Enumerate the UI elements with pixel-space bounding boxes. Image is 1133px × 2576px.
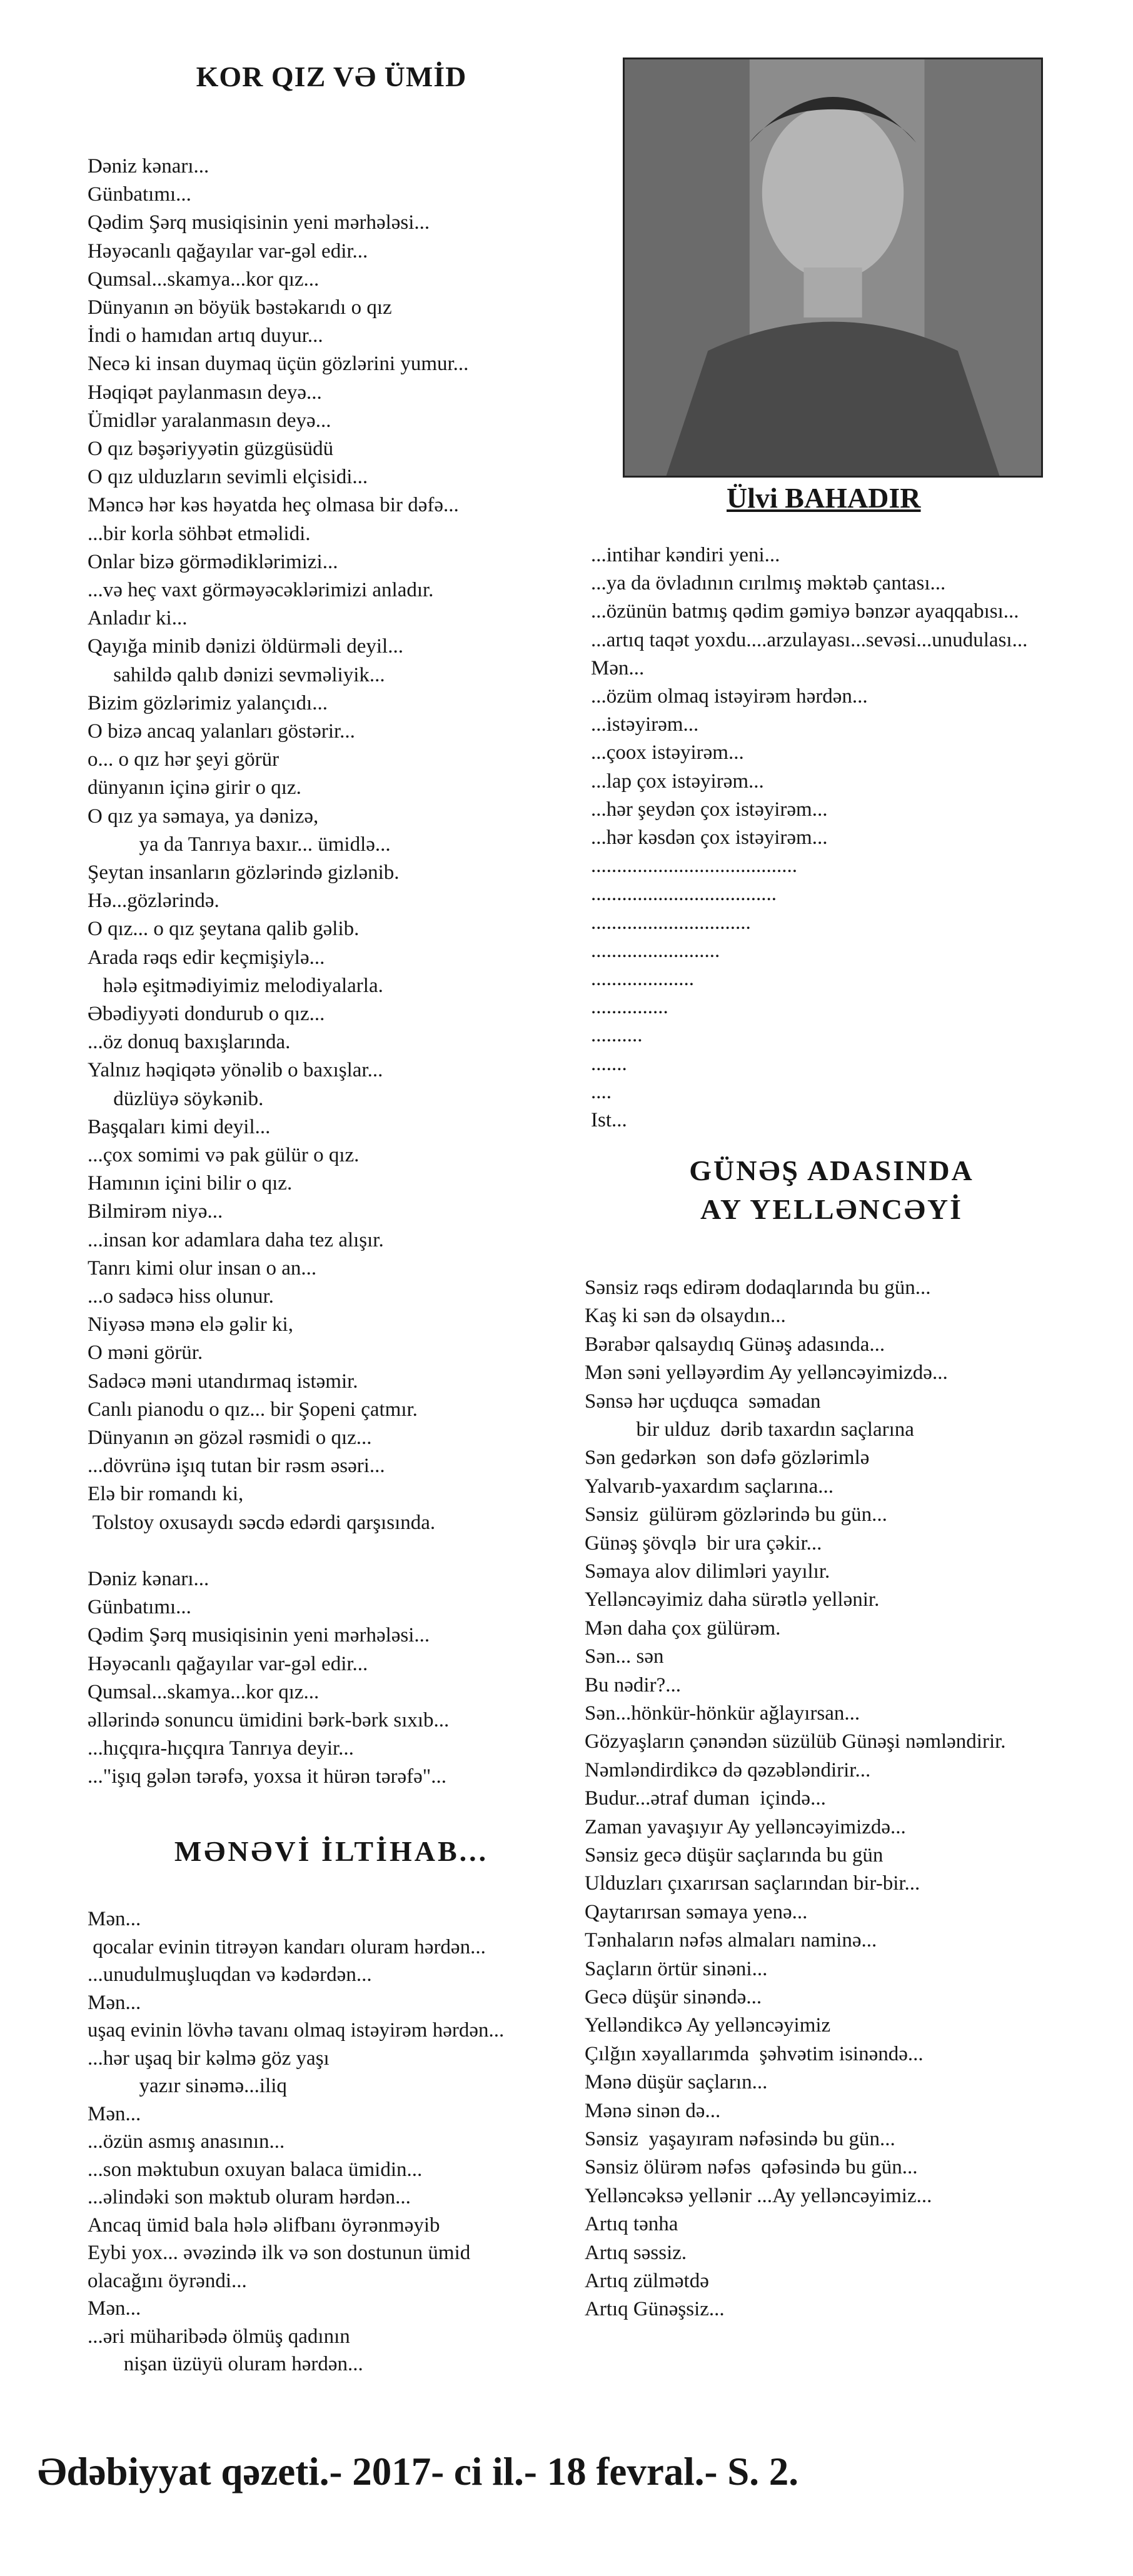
poem2-line: ...özüm olmaq istəyirəm hərdən... xyxy=(591,685,868,708)
poem2-line: ...istəyirəm... xyxy=(591,713,699,736)
poem1-line: Necə ki insan duymaq üçün gözlərini yumur... xyxy=(88,353,469,376)
poem1-line: Tolstoy oxusaydı səcdə edərdi qarşısında. xyxy=(88,1511,436,1534)
poem3-line: Günəş şövqlə bir ura çəkir... xyxy=(585,1531,822,1555)
poem1-line: Əbədiyyəti dondurub o qız... xyxy=(88,1003,325,1025)
poem1-line: Məncə hər kəs həyatda heç olmasa bir dəfə... xyxy=(88,494,459,517)
poem3-line: Sənsiz yaşayıram nəfəsində bu gün... xyxy=(585,2128,895,2150)
poem3-line: Budur...ətraf duman içində... xyxy=(585,1787,826,1810)
poem1-line: ya da Tanrıya baxır... ümidlə... xyxy=(88,833,391,856)
poem1-line: ...dövrünə işıq tutan bir rəsm əsəri... xyxy=(88,1455,385,1478)
poem1-line: sahildə qalıb dənizi sevməliyik... xyxy=(88,663,385,686)
poem1-line: dünyanın içinə girir o qız. xyxy=(88,776,301,799)
poem2-line: ...hər şeydən çox istəyirəm... xyxy=(591,798,828,821)
poem3-line: Saçların örtür sinəni... xyxy=(585,1957,768,1980)
poem1-line: Arada rəqs edir keçmişiylə... xyxy=(88,946,325,969)
poem2-line: uşaq evinin lövhə tavanı olmaq istəyirəm hərdən... xyxy=(88,2019,505,2042)
poem1-line: Dəniz kənarı... xyxy=(88,155,209,178)
poem2-line: Mən... xyxy=(88,2102,141,2125)
poem1-line: Günbatımı... xyxy=(88,1596,191,1619)
poem1-line: ...insan kor adamlara daha tez alışır. xyxy=(88,1228,384,1251)
footer-citation: Ədəbiyyat qəzeti.- 2017- ci il.- 18 fevral.- S. 2. xyxy=(38,2450,799,2493)
poem2-line: Mən... xyxy=(88,2297,141,2320)
poem2-line: Ist... xyxy=(591,1109,627,1131)
poem1-line: ...çox somimi və pak gülür o qız. xyxy=(88,1144,360,1166)
author-photo xyxy=(623,58,1043,478)
poem2-line: .... xyxy=(591,1080,612,1103)
poem1-line: Qumsal...skamya...kor qız... xyxy=(88,1680,320,1703)
poem1-line: Bilmirəm niyə... xyxy=(88,1200,223,1223)
poem3-line: Ulduzları çıxarırsan saçlarından bir-bir... xyxy=(585,1872,920,1895)
poem3-line: Bərabər qalsaydıq Günəş adasında... xyxy=(585,1333,885,1356)
poem3-line: Gecə düşür sinəndə... xyxy=(585,1986,762,2008)
poem3-line: Mən səni yelləyərdim Ay yelləncəyimizdə... xyxy=(585,1361,948,1385)
poem1-line: ...hıçqıra-hıçqıra Tanrıya deyir... xyxy=(88,1737,354,1760)
poem1-line: Onlar bizə görmədiklərimizi... xyxy=(88,550,338,573)
poem3-line: Sənsiz rəqs edirəm dodaqlarında bu gün... xyxy=(585,1276,931,1299)
poem1-line: Həqiqət paylanmasın deyə... xyxy=(88,381,322,404)
poem3-line: Qaytarırsan səmaya yenə... xyxy=(585,1900,808,1923)
poem1-line: Dünyanın ən gözəl rəsmidi o qız... xyxy=(88,1426,372,1449)
poem1-line: Sadəcə məni utandırmaq istəmir. xyxy=(88,1370,358,1393)
poem2-line: .................... xyxy=(591,968,694,990)
poem3-title-line1: GÜNƏŞ ADASINDA xyxy=(689,1155,974,1186)
poem3-line: Sən gedərkən son dəfə gözlərimlə xyxy=(585,1446,870,1470)
poem3-line: Yelləndikcə Ay yelləncəyimiz xyxy=(585,2014,831,2037)
poem1-line: Yalnız həqiqətə yönəlib o baxışlar... xyxy=(88,1059,383,1082)
poem2-line: .................................... xyxy=(591,883,777,906)
poem2-line: ...özünün batmış qədim gəmiyə bənzər ayaqqabısı... xyxy=(591,600,1019,623)
poem1-line: Dünyanın ən böyük bəstəkarıdı o qız xyxy=(88,296,392,319)
poem2-line: ...əri müharibədə ölmüş qadının xyxy=(88,2325,350,2348)
poem1-line: ...və heç vaxt görməyəcəklərimizi anladır. xyxy=(88,579,434,601)
poem3-line: Sən... sən xyxy=(585,1645,664,1668)
poem3-line: Çılğın xəyallarımda şəhvətim isinəndə... xyxy=(585,2042,924,2065)
poem2-line: ...artıq taqət yoxdu....arzulayası...sevəsi...unudulası... xyxy=(591,628,1028,651)
poem1-line: Niyəsə mənə elə gəlir ki, xyxy=(88,1313,293,1336)
poem2-line: ......................... xyxy=(591,939,720,962)
poem2-line: ...özün asmış anasının... xyxy=(88,2130,285,2153)
poem1-line: Həyəcanlı qağayılar var-gəl edir... xyxy=(88,1652,368,1675)
poem2-line: ........................................ xyxy=(591,854,797,878)
poem1-line: ...bir korla söhbət etməlidi. xyxy=(88,522,311,545)
poem3-line: Nəmləndirdikcə də qəzəbləndirir... xyxy=(585,1758,871,1782)
poem1-line: Qədim Şərq musiqisinin yeni mərhələsi... xyxy=(88,211,430,234)
author-name: Ülvi BAHADIR xyxy=(727,482,921,514)
poem3-line: Sənsiz ölürəm nəfəs qəfəsində bu gün... xyxy=(585,2156,918,2179)
poem2-line: ...əlindəki son məktub oluram hərdən... xyxy=(88,2186,411,2208)
poem2-line: Mən... xyxy=(88,1991,141,2014)
poem1-line: O qız ya səmaya, ya dənizə, xyxy=(88,804,319,828)
poem3-line: Səmaya alov dilimləri yayılır. xyxy=(585,1560,830,1583)
poem3-line: bir ulduz dərib taxardın saçlarına xyxy=(585,1418,914,1441)
poem3-line: Yalvarıb-yaxardım saçlarına... xyxy=(585,1475,834,1498)
poem1-line: Bizim gözlərimiz yalançıdı... xyxy=(88,691,328,714)
poem1-line: Dəniz kənarı... xyxy=(88,1568,209,1590)
poem3-line: Mənə düşür saçların... xyxy=(585,2071,768,2094)
poem1-line: Qədim Şərq musiqisinin yeni mərhələsi... xyxy=(88,1624,430,1647)
poem2-line: qocalar evinin titrəyən kandarı oluram hərdən... xyxy=(88,1935,486,1958)
poem2-line: ............... xyxy=(591,996,668,1019)
poem1-line: Elə bir romandı ki, xyxy=(88,1483,244,1506)
poem1-line: düzlüyə söykənib. xyxy=(88,1087,264,1110)
poem1-line: o... o qız hər şeyi görür xyxy=(88,748,279,771)
poem1-line: əllərində sonuncu ümidini bərk-bərk sıxıb... xyxy=(88,1709,450,1732)
poem2-line: yazır sinəmə...iliq xyxy=(88,2075,287,2097)
poem3-line: Tənhaların nəfəs almaları naminə... xyxy=(585,1929,877,1952)
poem2-line: .......... xyxy=(591,1024,643,1047)
poem3-line: Mən daha çox gülürəm. xyxy=(585,1616,781,1640)
poem2-line: nişan üzüyü oluram hərdən... xyxy=(88,2353,363,2375)
poem3-line: Artıq zülmətdə xyxy=(585,2270,709,2292)
poem1-line: Canlı pianodu o qız... bir Şopeni çatmır. xyxy=(88,1398,418,1421)
poem2-line: ...çoox istəyirəm... xyxy=(591,741,744,764)
poem1-line: İndi o hamıdan artıq duyur... xyxy=(88,324,323,348)
poem2-line: ...lap çox istəyirəm... xyxy=(591,769,764,793)
poem3-line: Yelləncəksə yellənir ...Ay yelləncəyimiz... xyxy=(585,2184,932,2207)
poem1-line: Qayığa minib dənizi öldürməli deyil... xyxy=(88,635,403,658)
poem2-line: ...intihar kəndiri yeni... xyxy=(591,544,780,566)
poem3-line: Gözyaşların çənəndən süzülüb Günəşi nəmləndirir. xyxy=(585,1730,1006,1753)
poem1-line: O bizə ancaq yalanları göstərir... xyxy=(88,720,355,743)
poem1-line: ..."işıq gələn tərəfə, yoxsa it hürən tərəfə"... xyxy=(88,1765,446,1788)
poem2-line: olacağını öyrəndi... xyxy=(88,2269,247,2292)
poem2-line: Mən... xyxy=(591,656,645,679)
poem1-line: Tanrı kimi olur insan o an... xyxy=(88,1256,317,1280)
poem3-line: Artıq səssiz. xyxy=(585,2241,687,2264)
poem2-line: ...ya da övladının cırılmış məktəb çantası... xyxy=(591,572,946,595)
poem1-line: Ümidlər yaralanmasın deyə... xyxy=(88,409,331,432)
poem1-line: O qız bəşəriyyətin güzgüsüdü xyxy=(88,438,334,460)
poem1-line: Hamının içini bilir o qız. xyxy=(88,1172,293,1195)
poem1-line: Qumsal...skamya...kor qız... xyxy=(88,268,320,291)
poem1-line: Başqaları kimi deyil... xyxy=(88,1115,271,1138)
poem3-title-line2: AY YELLƏNCƏYİ xyxy=(700,1193,964,1225)
poem1-line: Günbatımı... xyxy=(88,183,191,206)
poem2-title: MƏNƏVİ İLTİHAB... xyxy=(174,1835,489,1867)
poem3-line: Yelləncəyimiz daha sürətlə yellənir. xyxy=(585,1588,880,1611)
poem2-line: ............................... xyxy=(591,911,751,934)
poem1-line: Hə...gözlərində. xyxy=(88,890,219,913)
poem1-line: Anladır ki... xyxy=(88,607,188,630)
poem2-line: ....... xyxy=(591,1052,627,1075)
poem3-line: Mənə sinən də... xyxy=(585,2099,721,2122)
poem3-line: Kaş ki sən də olsaydın... xyxy=(585,1305,786,1328)
poem1-line: ...öz donuq baxışlarında. xyxy=(88,1031,291,1054)
poem3-line: Artıq tənha xyxy=(585,2213,678,2236)
poem2-line: Ancaq ümid bala hələ əlifbanı öyrənməyib xyxy=(88,2213,440,2237)
poem1-line: Həyəcanlı qağayılar var-gəl edir... xyxy=(88,239,368,263)
poem3-line: Sən...hönkür-hönkür ağlayırsan... xyxy=(585,1702,860,1725)
poem2-line: Mən... xyxy=(88,1908,141,1930)
poem3-line: Zaman yavaşıyır Ay yelləncəyimizdə... xyxy=(585,1815,906,1838)
poem3-line: Sənsiz gecə düşür saçlarında bu gün xyxy=(585,1844,884,1867)
poem1-line: O məni görür. xyxy=(88,1341,203,1365)
poem3-line: Bu nədir?... xyxy=(585,1673,681,1696)
poem3-line: Sənsiz gülürəm gözlərində bu gün... xyxy=(585,1503,887,1526)
poem2-line: Eybi yox... əvəzində ilk və son dostunun ümid xyxy=(88,2242,471,2264)
poem3-line: Sənsə hər uçduqca səmadan xyxy=(585,1390,821,1413)
poem1-title: KOR QIZ VƏ ÜMİD xyxy=(196,61,467,93)
poem1-line: ...o sadəcə hiss olunur. xyxy=(88,1285,274,1308)
poem1-line: O qız... o qız şeytana qalib gəlib. xyxy=(88,918,360,941)
poem2-line: ...son məktubun oxuyan balaca ümidin... xyxy=(88,2158,423,2181)
poem1-line: hələ eşitmədiyimiz melodiyalarla. xyxy=(88,974,383,997)
poem2-line: ...hər kəsdən çox istəyirəm... xyxy=(591,826,828,849)
poem3-line: Artıq Günəşsiz... xyxy=(585,2298,725,2321)
poem1-line: Şeytan insanların gözlərində gizlənib. xyxy=(88,861,400,884)
poem2-line: ...hər uşaq bir kəlmə göz yaşı xyxy=(88,2047,330,2070)
poem2-line: ...unudulmuşluqdan və kədərdən... xyxy=(88,1963,372,1986)
poem1-line: O qız ulduzların sevimli elçisidi... xyxy=(88,466,368,489)
